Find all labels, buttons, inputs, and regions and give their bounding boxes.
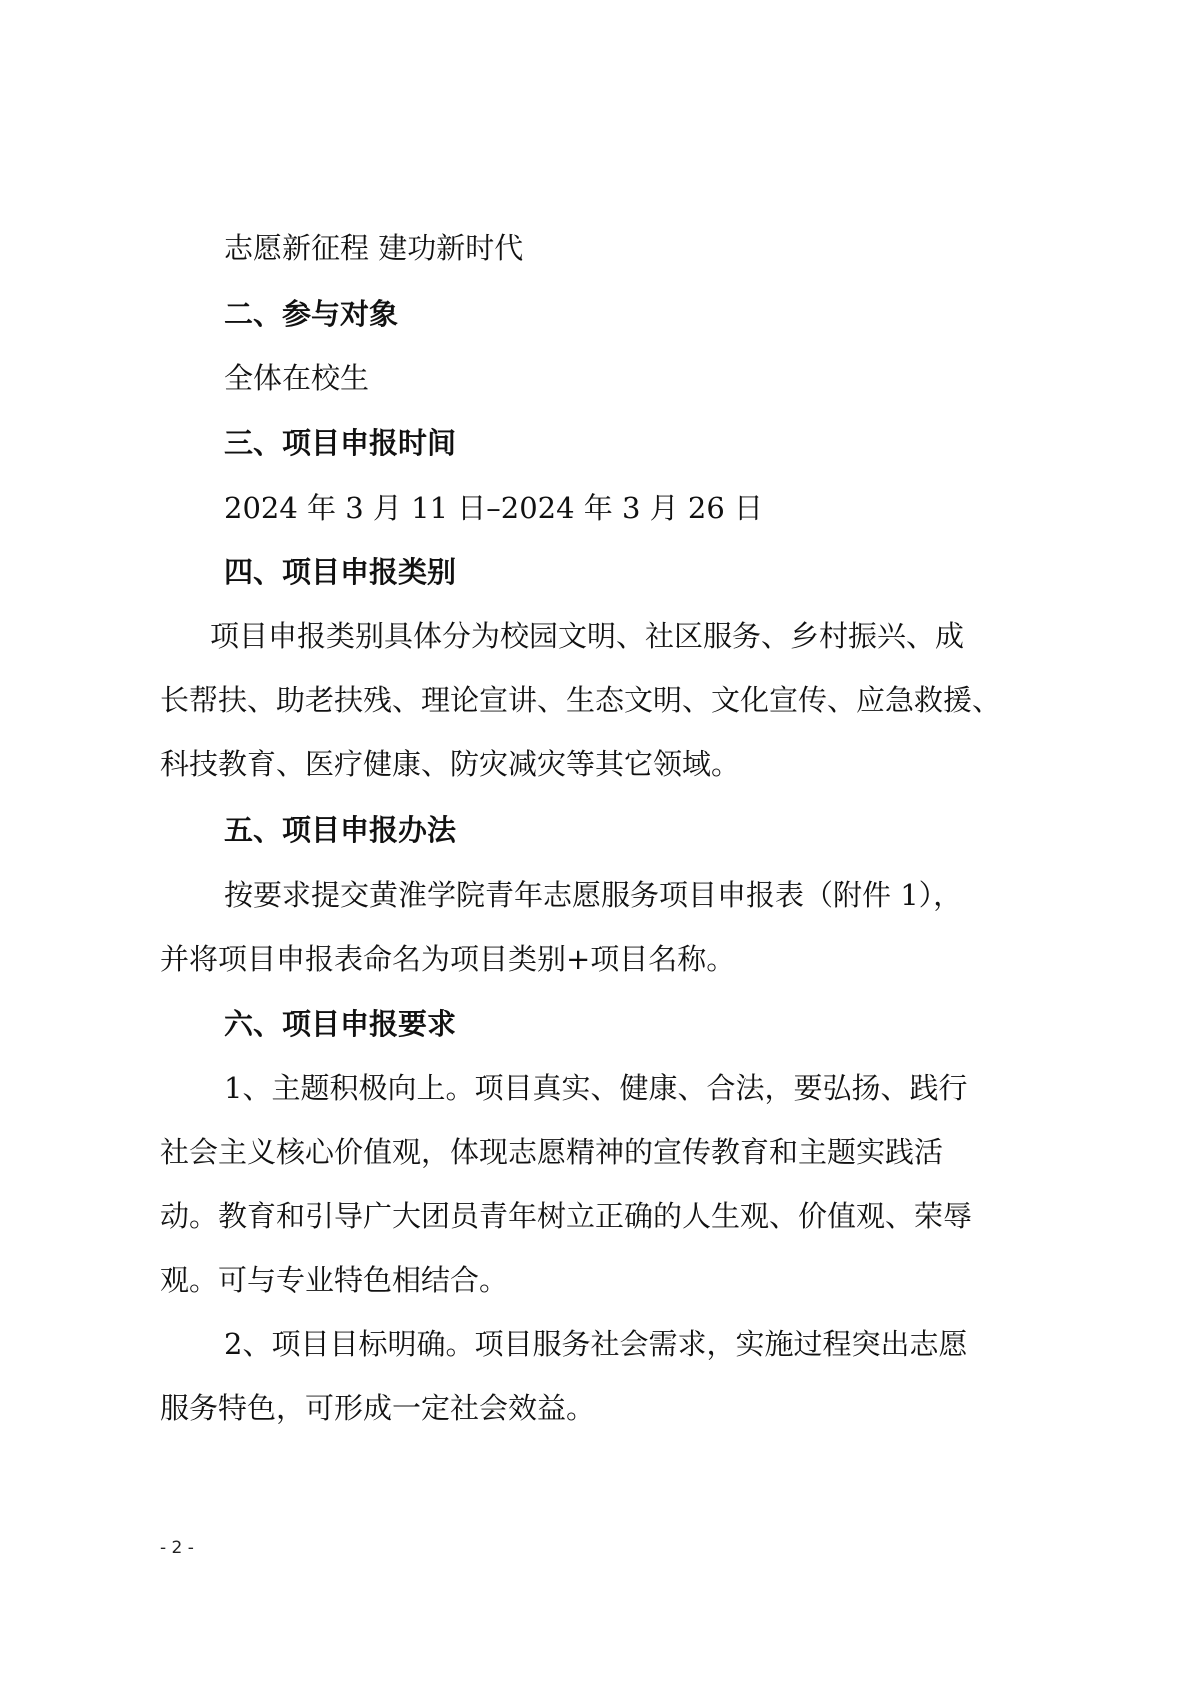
section-6-item-2-line-1: 2、项目目标明确。项目服务社会需求，实施过程突出志愿 <box>224 1327 968 1361</box>
section-4-line-1: 项目申报类别具体分为校园文明、社区服务、乡村振兴、成 <box>210 619 965 653</box>
section-5-heading: 五、项目申报办法 <box>224 813 457 847</box>
section-4-line-2: 长帮扶、助老扶残、理论宣讲、生态文明、文化宣传、应急救援、 <box>160 683 1002 717</box>
section-6-heading: 六、项目申报要求 <box>224 1007 457 1041</box>
section-5-line-1: 按要求提交黄淮学院青年志愿服务项目申报表（附件 1）， <box>224 878 963 912</box>
section-3-text: 2024 年 3 月 11 日–2024 年 3 月 26 日 <box>224 491 763 525</box>
section-4-heading: 四、项目申报类别 <box>224 555 457 589</box>
section-2-heading: 二、参与对象 <box>224 297 399 331</box>
section-6-item-1-line-4: 观。可与专业特色相结合。 <box>160 1263 509 1297</box>
section-6-item-1-line-1: 1、主题积极向上。项目真实、健康、合法，要弘扬、践行 <box>224 1071 968 1105</box>
section-6-item-1-line-2: 社会主义核心价值观，体现志愿精神的宣传教育和主题实践活 <box>160 1135 944 1169</box>
section-6-item-2-line-2: 服务特色，可形成一定社会效益。 <box>160 1391 596 1425</box>
section-3-heading: 三、项目申报时间 <box>224 426 457 460</box>
section-5-line-2: 并将项目申报表命名为项目类别+项目名称。 <box>160 942 736 976</box>
section-2-text: 全体在校生 <box>224 361 370 395</box>
section-4-line-3: 科技教育、医疗健康、防灾减灾等其它领域。 <box>160 747 741 781</box>
theme-line: 志愿新征程 建功新时代 <box>224 231 524 265</box>
page-number: - 2 - <box>160 1538 194 1558</box>
section-6-item-1-line-3: 动。教育和引导广大团员青年树立正确的人生观、价值观、荣辱 <box>160 1199 973 1233</box>
